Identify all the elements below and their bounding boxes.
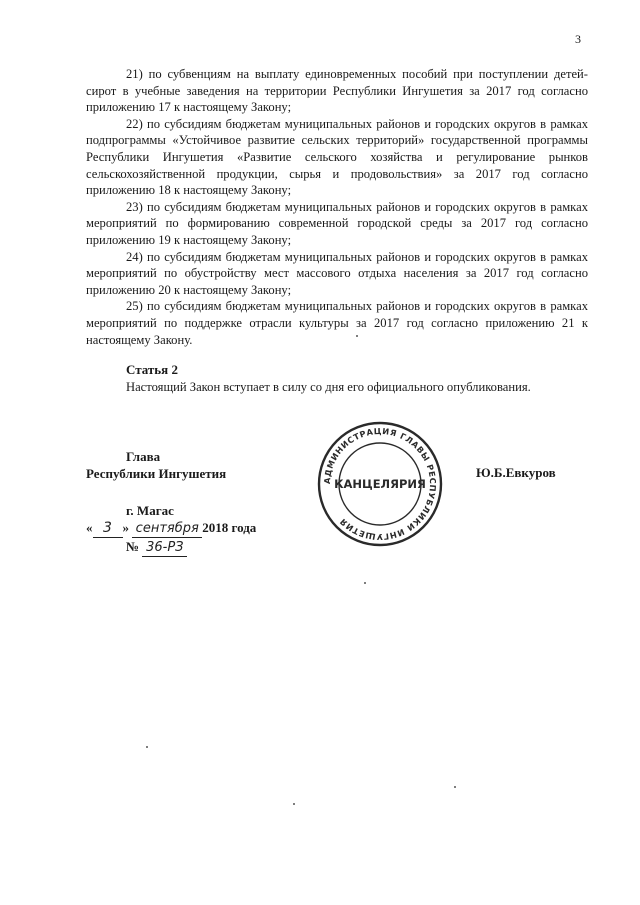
scan-speck (146, 746, 148, 748)
place: г. Магас (126, 503, 174, 518)
scan-speck (293, 803, 295, 805)
signatory-name: Ю.Б.Евкуров (476, 465, 556, 480)
law-number-handwritten: 36-РЗ (142, 539, 187, 557)
stamp-center-text: КАНЦЕЛЯРИЯ (334, 477, 426, 491)
article-text: Настоящий Закон вступает в силу со дня его официального опубликования. (126, 379, 531, 394)
stamp-ring-text: АДМИНИСТРАЦИЯ ГЛАВЫ РЕСПУБЛИКИ ИНГУШЕТИЯ (321, 425, 439, 543)
date-close-quote: » (122, 520, 129, 535)
paragraph-22: 22) по субсидиям бюджетам муниципальных районов и городских округов в рамках подпрограммы «Устойчивое развитие сельских территорий» государственной программы Республики Ингушетия «Развитие сельского хозяйства и регулирование рынков сельскохозяйственной продукции, сырья и продовольствия» за 2017 год согласно приложению 18 к настоящему Закону; (86, 116, 588, 198)
place-date-block (86, 502, 256, 557)
scan-speck (364, 582, 366, 584)
paragraph-23: 23) по субсидиям бюджетам муниципальных районов и городских округов в рамках мероприятий по формированию современной городской среды за 2017 год согласно приложению 19 к настоящему Закону; (86, 199, 588, 247)
scan-speck (356, 335, 358, 337)
signatory-title (86, 448, 226, 482)
article-2 (86, 362, 588, 395)
scan-speck (454, 786, 456, 788)
signatory-position: Глава (126, 449, 161, 464)
law-number-prefix: № (126, 539, 140, 554)
paragraph-25: 25) по субсидиям бюджетам муниципальных районов и городских округов в рамках мероприятий по поддержке отрасли культуры за 2017 год согласно приложению 21 к настоящему Закону. (86, 299, 588, 347)
article-title: Статья 2 (126, 362, 178, 378)
date-year: 2018 года (202, 520, 257, 535)
date-day-handwritten: 3 (93, 520, 123, 538)
document-body (86, 66, 588, 395)
date-line (86, 519, 256, 538)
signatory-republic: Республики Ингушетия (86, 466, 227, 481)
date-open-quote: « (86, 520, 93, 535)
law-number-line (86, 538, 256, 557)
office-stamp (316, 420, 444, 548)
paragraph-24: 24) по субсидиям бюджетам муниципальных районов и городских округов в рамках мероприятий по обустройству мест массового отдыха населения за 2017 год согласно приложению 20 к настоящему Закону; (86, 249, 588, 297)
page-number: 3 (575, 32, 581, 46)
paragraph-21: 21) по субвенциям на выплату единовременных пособий при поступлении детей-сирот в учебные заведения на территории Республики Ингушетия за 2017 год согласно приложению 17 к настоящему Закону; (86, 67, 588, 115)
date-month-handwritten: сентября (132, 520, 202, 538)
